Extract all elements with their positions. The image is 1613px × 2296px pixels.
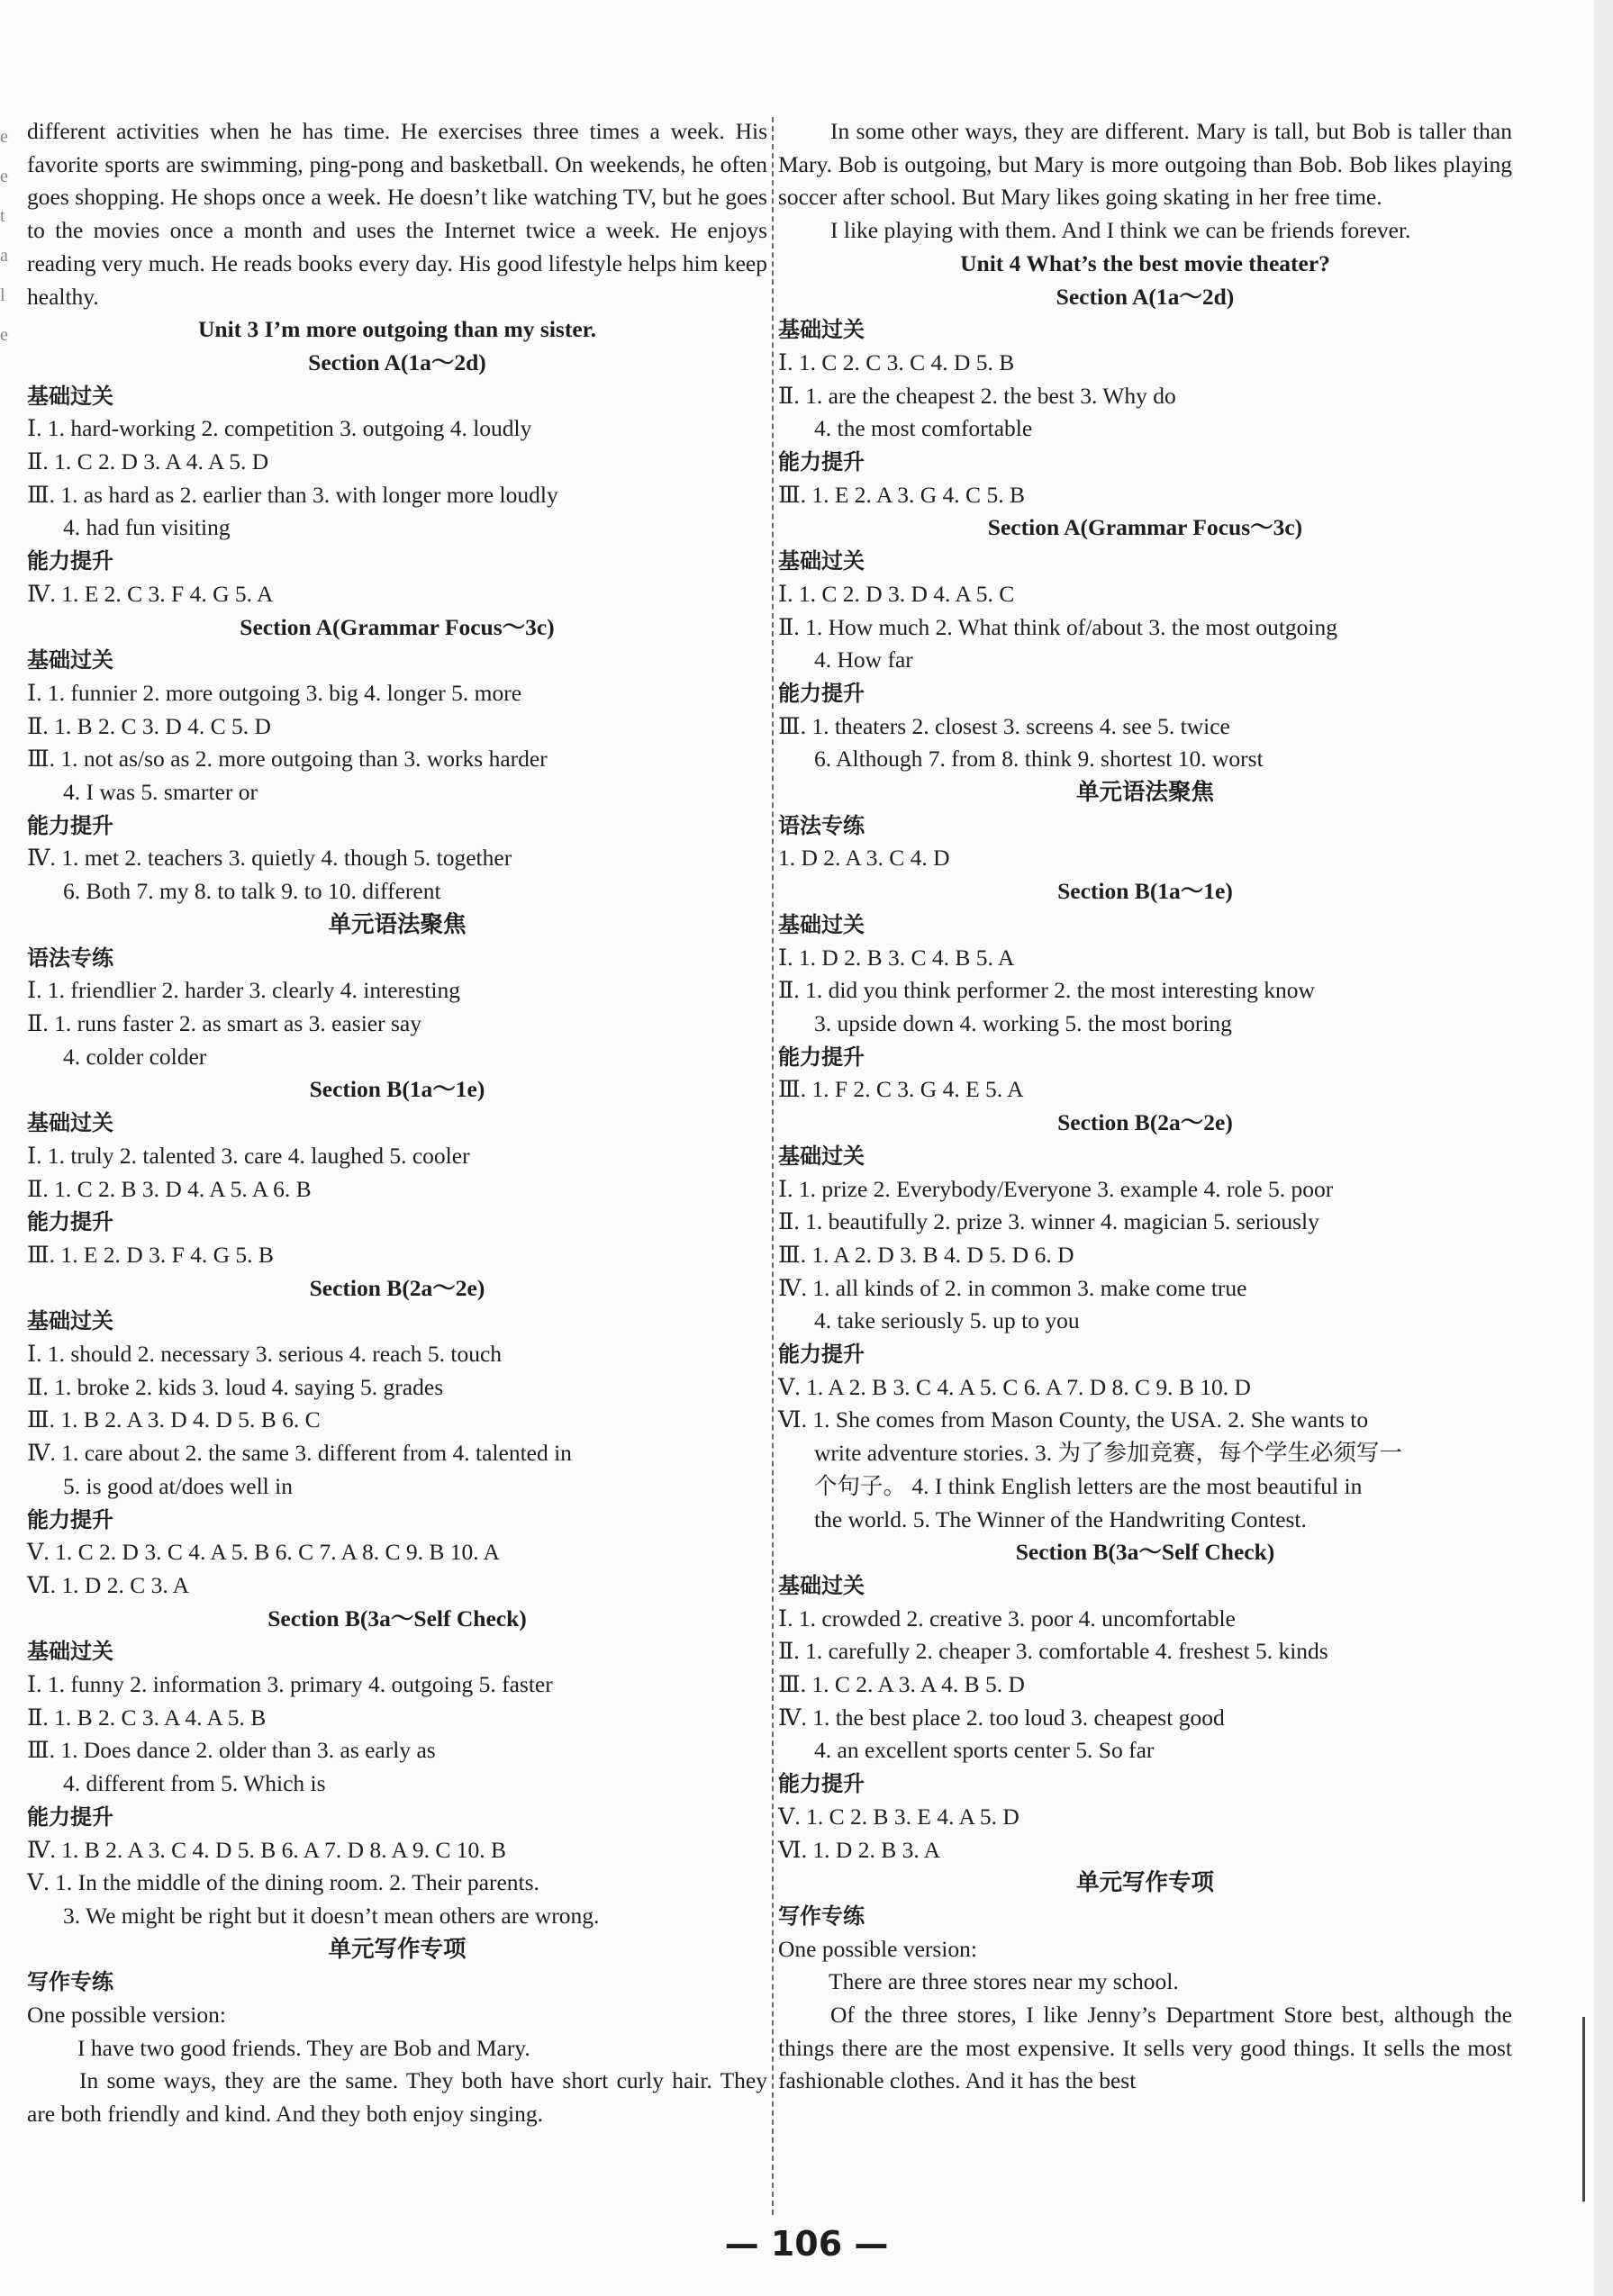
subsection-heading: 基础过关 bbox=[27, 647, 113, 673]
answer-line: Ⅰ. 1. crowded 2. creative 3. poor 4. uncomfortable bbox=[778, 1604, 1236, 1632]
answer-line: Ⅱ. 1. carefully 2. cheaper 3. comfortable 4. freshest 5. kinds bbox=[778, 1638, 1328, 1665]
answer-line: 3. upside down 4. working 5. the most boring bbox=[814, 1009, 1232, 1036]
answer-line: There are three stores near my school. bbox=[829, 1968, 1179, 1995]
answer-line: write adventure stories. 3. 为了参加竞赛，每个学生必须写一 bbox=[814, 1440, 1403, 1467]
answer-line: 个句子。 4. I think English letters are the most beautiful in bbox=[814, 1472, 1363, 1499]
answer-line: Ⅲ. 1. E 2. D 3. F 4. G 5. B bbox=[27, 1241, 274, 1268]
answer-line: Ⅵ. 1. She comes from Mason County, the USA. 2. She wants to bbox=[778, 1406, 1369, 1433]
answer-line: Ⅱ. 1. runs faster 2. as smart as 3. easier say bbox=[27, 1009, 421, 1036]
answer-line: I have two good friends. They are Bob and Mary. bbox=[77, 2034, 530, 2061]
subsection-heading: 能力提升 bbox=[27, 1506, 113, 1532]
subsection-heading: 能力提升 bbox=[27, 1803, 113, 1830]
subsection-heading: 基础过关 bbox=[27, 383, 113, 409]
answer-line: Ⅳ. 1. all kinds of 2. in common 3. make come true bbox=[778, 1274, 1247, 1301]
answer-line: Ⅱ. 1. are the cheapest 2. the best 3. Why do bbox=[778, 382, 1176, 409]
edge-mark: l bbox=[0, 285, 5, 305]
paragraph: Of the three stores, I like Jenny’s Department Store best, although the things there are the most expensive. It sells very good things. It sells the most fashionable clothes. And it has the best bbox=[778, 2002, 1512, 2094]
answer-line: Ⅴ. 1. A 2. B 3. C 4. A 5. C 6. A 7. D 8. C 9. B 10. D bbox=[778, 1373, 1251, 1400]
answer-line: Ⅰ. 1. hard-working 2. competition 3. outgoing 4. loudly bbox=[27, 415, 532, 442]
answer-line: Ⅱ. 1. How much 2. What think of/about 3. the most outgoing bbox=[778, 613, 1338, 640]
answer-line: Ⅲ. 1. B 2. A 3. D 4. D 5. B 6. C bbox=[27, 1406, 321, 1433]
answer-line: Ⅱ. 1. C 2. B 3. D 4. A 5. A 6. B bbox=[27, 1175, 312, 1202]
subsection-heading: 语法专练 bbox=[778, 812, 865, 838]
paragraph: In some ways, they are the same. They both have short curly hair. They are both friendly and kind. And they both enjoy singing. bbox=[27, 2067, 767, 2128]
subsection-heading: 能力提升 bbox=[27, 548, 113, 574]
answer-line: 4. How far bbox=[814, 646, 913, 673]
answer-line: 4. colder colder bbox=[63, 1043, 207, 1070]
section-title: 单元写作专项 bbox=[1075, 1869, 1214, 1896]
subsection-heading: 能力提升 bbox=[778, 1044, 865, 1070]
answer-line: Ⅰ. 1. C 2. D 3. D 4. A 5. C bbox=[778, 580, 1015, 607]
answer-line: 4. an excellent sports center 5. So far bbox=[814, 1737, 1155, 1764]
answer-line: Ⅱ. 1. did you think performer 2. the most interesting know bbox=[778, 977, 1315, 1004]
answer-line: Ⅳ. 1. E 2. C 3. F 4. G 5. A bbox=[27, 580, 274, 607]
answer-line: 4. take seriously 5. up to you bbox=[814, 1307, 1080, 1334]
answer-line: Ⅱ. 1. B 2. C 3. D 4. C 5. D bbox=[27, 712, 271, 739]
section-title: Section B(1a～1e) bbox=[1057, 878, 1233, 905]
answer-line: the world. 5. The Winner of the Handwriting Contest. bbox=[814, 1505, 1307, 1532]
subsection-heading: 写作专练 bbox=[27, 1969, 113, 1995]
answer-line: Ⅰ. 1. funnier 2. more outgoing 3. big 4. longer 5. more bbox=[27, 679, 522, 706]
edge-mark: a bbox=[0, 246, 8, 266]
answer-line: Ⅲ. 1. as hard as 2. earlier than 3. with longer more loudly bbox=[27, 481, 558, 508]
section-title: 单元写作专项 bbox=[328, 1935, 467, 1962]
answer-line: Ⅲ. 1. theaters 2. closest 3. screens 4. see 5. twice bbox=[778, 712, 1230, 739]
answer-line: 1. D 2. A 3. C 4. D bbox=[778, 845, 950, 872]
section-title: Section A(Grammar Focus～3c) bbox=[987, 514, 1303, 541]
answer-line: Ⅲ. 1. E 2. A 3. G 4. C 5. B bbox=[778, 481, 1025, 508]
section-title: Section B(2a～2e) bbox=[1057, 1109, 1233, 1136]
answer-line: Ⅰ. 1. funny 2. information 3. primary 4. outgoing 5. faster bbox=[27, 1671, 553, 1698]
answer-line: Ⅱ. 1. B 2. C 3. A 4. A 5. B bbox=[27, 1704, 267, 1731]
answer-line: Ⅲ. 1. A 2. D 3. B 4. D 5. D 6. D bbox=[778, 1241, 1074, 1268]
answer-line: One possible version: bbox=[778, 1935, 977, 1962]
section-title: Section A(Grammar Focus～3c) bbox=[240, 613, 555, 640]
answer-line: Ⅰ. 1. D 2. B 3. C 4. B 5. A bbox=[778, 944, 1015, 971]
subsection-heading: 写作专练 bbox=[778, 1903, 865, 1929]
answer-line: Ⅲ. 1. C 2. A 3. A 4. B 5. D bbox=[778, 1671, 1025, 1698]
subsection-heading: 基础过关 bbox=[778, 911, 865, 937]
answer-line: Ⅴ. 1. In the middle of the dining room. 2. Their parents. bbox=[27, 1869, 539, 1896]
answer-line: Ⅴ. 1. C 2. B 3. E 4. A 5. D bbox=[778, 1803, 1019, 1830]
subsection-heading: 能力提升 bbox=[778, 449, 865, 475]
section-title: 单元语法聚焦 bbox=[1075, 779, 1214, 806]
subsection-heading: 能力提升 bbox=[778, 1342, 865, 1368]
edge-mark: e bbox=[0, 167, 8, 186]
section-title: Section A(1a～2d) bbox=[308, 348, 486, 375]
section-title: Section A(1a～2d) bbox=[1056, 283, 1235, 310]
paragraph: I like playing with them. And I think we can be friends forever. bbox=[830, 217, 1411, 244]
answer-line: Ⅵ. 1. D 2. C 3. A bbox=[27, 1571, 190, 1598]
answer-line: Ⅲ. 1. Does dance 2. older than 3. as early as bbox=[27, 1737, 436, 1764]
answer-line: Ⅳ. 1. met 2. teachers 3. quietly 4. though 5. together bbox=[27, 845, 512, 872]
section-title: Section B(3a～Self Check) bbox=[1015, 1539, 1275, 1566]
answer-line: 4. the most comfortable bbox=[814, 415, 1033, 442]
paragraph: In some other ways, they are different. Mary is tall, but Bob is taller than Mary. Bob is outgoing, but Mary is more outgoing than Bob. Bob likes playing soccer after school. But Mary likes going skating in her free time. bbox=[778, 118, 1512, 211]
answer-line: Ⅳ. 1. care about 2. the same 3. different from 4. talented in bbox=[27, 1440, 572, 1467]
subsection-heading: 基础过关 bbox=[778, 548, 865, 574]
paragraph: different activities when he has time. He exercises three times a week. His favorite sports are swimming, ping-pong and basketball. On weekends, he often goes shopping. He shops once a week. He doesn’t like watching TV, but he goes to the movies once a month and uses the Internet twice a week. He enjoys reading very much. He reads books every day. His good lifestyle helps him keep healthy. bbox=[27, 118, 767, 310]
subsection-heading: 能力提升 bbox=[778, 680, 865, 706]
subsection-heading: 语法专练 bbox=[27, 945, 113, 971]
right-column bbox=[778, 115, 1512, 2098]
answer-line: Ⅱ. 1. C 2. D 3. A 4. A 5. D bbox=[27, 448, 269, 475]
page-edge-bar bbox=[1582, 2017, 1585, 2201]
edge-mark: e bbox=[0, 325, 8, 345]
page-number: — 106 — bbox=[724, 2224, 889, 2264]
edge-marks bbox=[0, 117, 9, 355]
answer-line: Ⅰ. 1. C 2. C 3. C 4. D 5. B bbox=[778, 348, 1015, 375]
subsection-heading: 基础过关 bbox=[27, 1308, 113, 1334]
edge-mark: t bbox=[0, 206, 5, 226]
subsection-heading: 能力提升 bbox=[27, 812, 113, 838]
answer-line: 4. different from 5. Which is bbox=[63, 1770, 326, 1797]
subsection-heading: 基础过关 bbox=[778, 317, 865, 343]
answer-line: Ⅰ. 1. should 2. necessary 3. serious 4. reach 5. touch bbox=[27, 1341, 503, 1368]
edge-mark: e bbox=[0, 127, 8, 147]
subsection-heading: 基础过关 bbox=[27, 1110, 113, 1136]
answer-line: Ⅳ. 1. B 2. A 3. C 4. D 5. B 6. A 7. D 8. A 9. C 10. B bbox=[27, 1836, 507, 1863]
subsection-heading: 能力提升 bbox=[778, 1771, 865, 1797]
subsection-heading: 基础过关 bbox=[778, 1572, 865, 1598]
answer-line: 4. had fun visiting bbox=[63, 514, 231, 541]
section-title: Section B(2a～2e) bbox=[309, 1274, 485, 1301]
subsection-heading: 基础过关 bbox=[778, 1143, 865, 1169]
answer-line: Ⅳ. 1. the best place 2. too loud 3. cheapest good bbox=[778, 1704, 1225, 1731]
unit-title: Unit 4 What’s the best movie theater? bbox=[960, 249, 1330, 276]
section-title: 单元语法聚焦 bbox=[328, 910, 467, 937]
section-title: Section B(1a～1e) bbox=[309, 1076, 485, 1103]
answer-line: Ⅲ. 1. F 2. C 3. G 4. E 5. A bbox=[778, 1076, 1024, 1103]
subsection-heading: 基础过关 bbox=[27, 1639, 113, 1665]
section-title: Section B(3a～Self Check) bbox=[267, 1604, 527, 1632]
answer-line: 5. is good at/does well in bbox=[63, 1472, 293, 1499]
answer-line: 3. We might be right but it doesn’t mean others are wrong. bbox=[63, 1902, 600, 1929]
column-divider bbox=[772, 117, 774, 2215]
answer-line: One possible version: bbox=[27, 2002, 226, 2029]
left-column bbox=[27, 115, 767, 2131]
answer-line: 6. Although 7. from 8. think 9. shortest 10. worst bbox=[814, 746, 1264, 773]
answer-line: Ⅰ. 1. prize 2. Everybody/Everyone 3. example 4. role 5. poor bbox=[778, 1175, 1334, 1202]
answer-line: Ⅱ. 1. broke 2. kids 3. loud 4. saying 5. grades bbox=[27, 1373, 444, 1400]
answer-line: Ⅰ. 1. truly 2. talented 3. care 4. laughed 5. cooler bbox=[27, 1142, 470, 1169]
answer-line: 6. Both 7. my 8. to talk 9. to 10. different bbox=[63, 878, 441, 905]
answer-line: Ⅲ. 1. not as/so as 2. more outgoing than 3. works harder bbox=[27, 746, 548, 773]
answer-line: Ⅴ. 1. C 2. D 3. C 4. A 5. B 6. C 7. A 8. C 9. B 10. A bbox=[27, 1539, 500, 1566]
answer-line: Ⅵ. 1. D 2. B 3. A bbox=[778, 1836, 941, 1863]
page-edge-shade bbox=[1594, 0, 1613, 2296]
answer-line: Ⅱ. 1. beautifully 2. prize 3. winner 4. magician 5. seriously bbox=[778, 1208, 1319, 1235]
answer-line: 4. I was 5. smarter or bbox=[63, 779, 258, 806]
subsection-heading: 能力提升 bbox=[27, 1209, 113, 1235]
answer-line: Ⅰ. 1. friendlier 2. harder 3. clearly 4. interesting bbox=[27, 977, 460, 1004]
unit-title: Unit 3 I’m more outgoing than my sister. bbox=[197, 316, 596, 343]
